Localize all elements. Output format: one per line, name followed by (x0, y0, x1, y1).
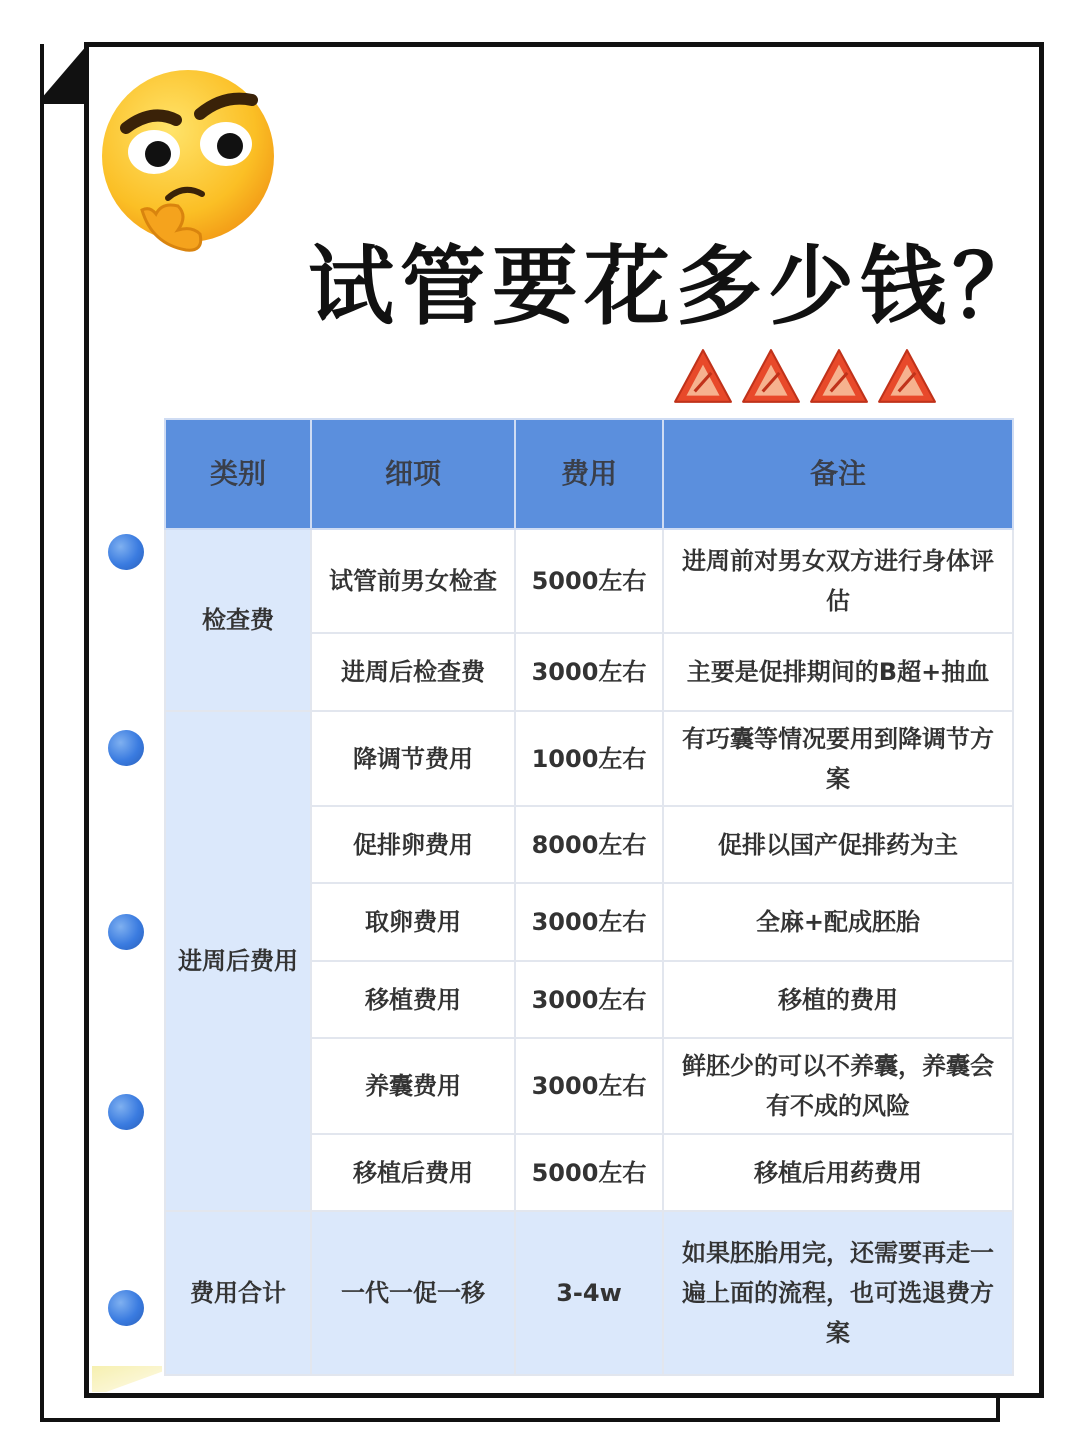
cost-cell: 3000左右 (515, 961, 663, 1038)
item-cell: 降调节费用 (311, 711, 515, 806)
header-item: 细项 (311, 419, 515, 529)
warning-triangle-icon (808, 346, 870, 408)
header-cost: 费用 (515, 419, 663, 529)
cost-cell: 3000左右 (515, 633, 663, 711)
binder-ring (108, 1290, 144, 1326)
note-cell: 移植后用药费用 (663, 1134, 1013, 1211)
category-cell: 进周后费用 (165, 711, 311, 1211)
cost-cell: 3000左右 (515, 883, 663, 961)
note-cell: 鲜胚少的可以不养囊，养囊会有不成的风险 (663, 1038, 1013, 1134)
binder-ring (108, 534, 144, 570)
thinking-face-emoji (92, 56, 276, 256)
cost-cell: 3000左右 (515, 1038, 663, 1134)
item-cell: 移植费用 (311, 961, 515, 1038)
warning-icons (672, 346, 944, 412)
page-highlight (92, 1366, 162, 1392)
binder-ring (108, 914, 144, 950)
warning-triangle-icon (740, 346, 802, 408)
note-cell: 有巧囊等情况要用到降调节方案 (663, 711, 1013, 806)
category-cell: 检查费 (165, 529, 311, 711)
header-category: 类别 (165, 419, 311, 529)
notebook-corner (40, 44, 88, 100)
binder-ring (108, 730, 144, 766)
note-cell: 进周前对男女双方进行身体评估 (663, 529, 1013, 633)
note-cell: 主要是促排期间的B超+抽血 (663, 633, 1013, 711)
cost-cell: 3-4w (515, 1211, 663, 1375)
page-title: 试管要花多少钱？ (308, 237, 1044, 337)
item-cell: 养囊费用 (311, 1038, 515, 1134)
item-cell: 试管前男女检查 (311, 529, 515, 633)
cost-cell: 5000左右 (515, 529, 663, 633)
item-cell: 进周后检查费 (311, 633, 515, 711)
item-cell: 促排卵费用 (311, 806, 515, 883)
cost-table (164, 418, 1014, 1376)
item-cell: 一代一促一移 (311, 1211, 515, 1375)
category-cell: 费用合计 (165, 1211, 311, 1375)
note-cell: 移植的费用 (663, 961, 1013, 1038)
item-cell: 取卵费用 (311, 883, 515, 961)
note-cell: 全麻+配成胚胎 (663, 883, 1013, 961)
table-header-row (165, 419, 1013, 529)
header-note: 备注 (663, 419, 1013, 529)
table-row (165, 711, 1013, 806)
item-cell: 移植后费用 (311, 1134, 515, 1211)
warning-triangle-icon (876, 346, 938, 408)
table-row-total (165, 1211, 1013, 1375)
cost-cell: 1000左右 (515, 711, 663, 806)
warning-triangle-icon (672, 346, 734, 408)
cost-cell: 8000左右 (515, 806, 663, 883)
cost-cell: 5000左右 (515, 1134, 663, 1211)
note-cell: 如果胚胎用完，还需要再走一遍上面的流程，也可选退费方案 (663, 1211, 1013, 1375)
table-row (165, 529, 1013, 633)
binder-ring (108, 1094, 144, 1130)
note-cell: 促排以国产促排药为主 (663, 806, 1013, 883)
